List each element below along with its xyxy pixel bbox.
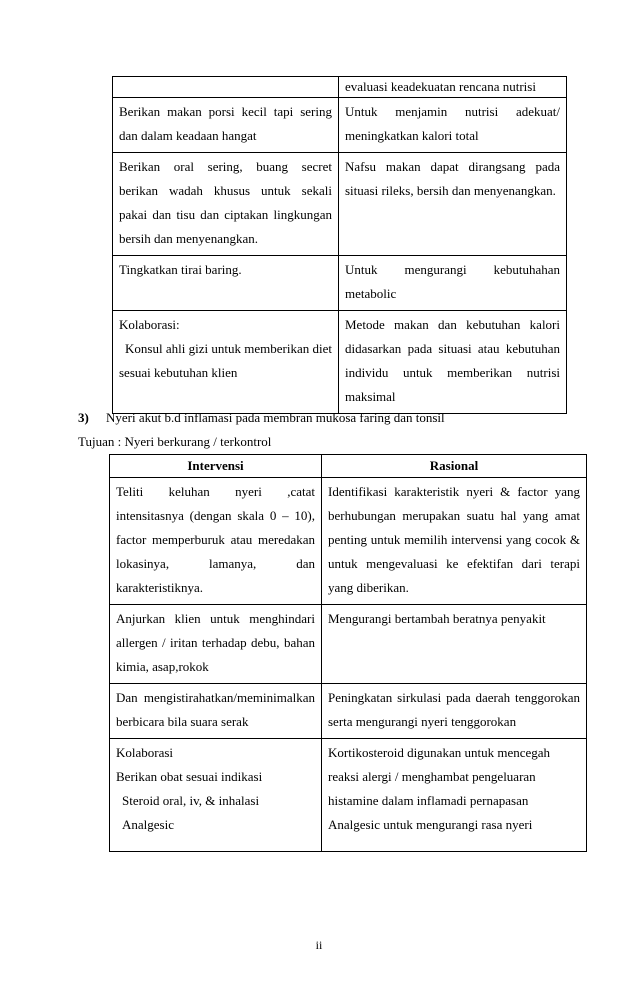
intervention-cell: Anjurkan klien untuk menghindari allergen / iritan terhadap debu, bahan kimia, asap,rokok: [110, 605, 322, 684]
intervention-cell: [113, 311, 339, 414]
list-item: Steroid oral, iv, & inhalasi: [122, 793, 260, 808]
list-item: Analgesic untuk mengurangi rasa nyeri: [328, 817, 533, 832]
rationale-cell: Untuk mengurangi kebutuhahan metabolic: [339, 256, 567, 311]
table-row: [113, 98, 567, 153]
table-row: [110, 739, 587, 852]
rationale-cell: evaluasi keadekuatan rencana nutrisi: [339, 77, 567, 98]
list-item: Berikan obat sesuai indikasi: [116, 769, 263, 784]
list-item: reaksi alergi / menghambat pengeluaran: [328, 769, 536, 784]
table-row: [113, 153, 567, 256]
list-item: histamine dalam inflamadi pernapasan: [328, 793, 529, 808]
nutrition-intervention-table: [112, 76, 567, 414]
section-goal: Tujuan : Nyeri berkurang / terkontrol: [78, 434, 272, 449]
table-row: [113, 77, 567, 98]
table-row: [110, 605, 587, 684]
table-row: [113, 256, 567, 311]
rationale-cell: [322, 739, 587, 852]
rationale-cell: Nafsu makan dapat dirangsang pada situasi rileks, bersih dan menyenangkan.: [339, 153, 567, 256]
list-item: Kolaborasi: [116, 745, 174, 760]
list-item: Analgesic: [122, 817, 174, 832]
intervention-cell: [113, 77, 339, 98]
intervention-cell: Teliti keluhan nyeri ,catat intensitasnya (dengan skala 0 – 10), factor memperburuk atau meredakan lokasinya, lamanya, dan karakteristiknya.: [110, 478, 322, 605]
rationale-cell: Mengurangi bertambah beratnya penyakit: [322, 605, 587, 684]
intervention-cell: Tingkatkan tirai baring.: [113, 256, 339, 311]
rationale-cell: Metode makan dan kebutuhan kalori didasarkan pada situasi atau kebutuhan individu untuk memberikan nutrisi maksimal: [339, 311, 567, 414]
rationale-cell: Identifikasi karakteristik nyeri & factor yang berhubungan merupakan suatu hal yang amat penting untuk memilih intervensi yang cocok & untuk mengevaluasi ke efektifan dari terapi yang diberikan.: [322, 478, 587, 605]
intervention-cell: [110, 739, 322, 852]
pain-intervention-table: [109, 454, 587, 852]
collaboration-label: Kolaborasi:: [119, 317, 180, 332]
rationale-cell: Untuk menjamin nutrisi adekuat/ meningkatkan kalori total: [339, 98, 567, 153]
column-header-intervention: Intervensi: [110, 455, 322, 478]
intervention-cell: Dan mengistirahatkan/meminimalkan berbicara bila suara serak: [110, 684, 322, 739]
intervention-cell: Berikan oral sering, buang secret berikan wadah khusus untuk sekali pakai dan tisu dan ciptakan lingkungan bersih dan menyenangkan.: [113, 153, 339, 256]
table-row: [110, 684, 587, 739]
section-number: 3): [78, 410, 89, 425]
intervention-text: Konsul ahli gizi untuk memberikan diet sesuai kebutuhan klien: [119, 341, 332, 380]
section-heading: [78, 410, 445, 426]
rationale-cell: Peningkatan sirkulasi pada daerah tenggorokan serta mengurangi nyeri tenggorokan: [322, 684, 587, 739]
table-row: [113, 311, 567, 414]
column-header-rationale: Rasional: [322, 455, 587, 478]
intervention-cell: Berikan makan porsi kecil tapi sering dan dalam keadaan hangat: [113, 98, 339, 153]
table-row: [110, 478, 587, 605]
section-title: Nyeri akut b.d inflamasi pada membran mukosa faring dan tonsil: [106, 410, 445, 425]
page-number: ii: [315, 938, 323, 952]
list-item: Kortikosteroid digunakan untuk mencegah: [328, 745, 551, 760]
table-header-row: [110, 455, 587, 478]
